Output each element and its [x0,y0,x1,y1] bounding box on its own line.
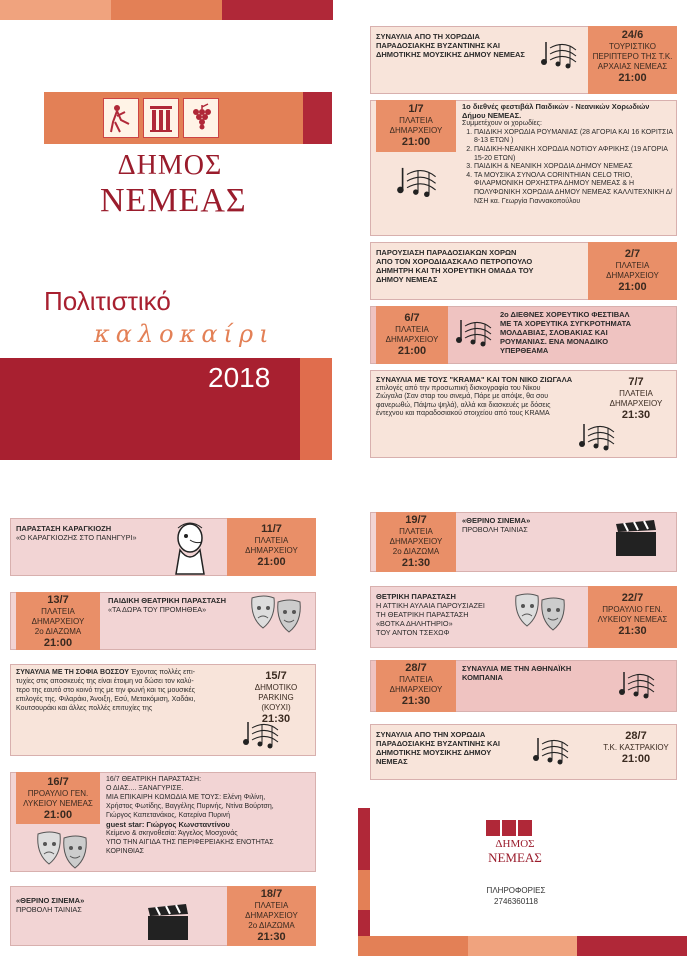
event-date-box-2-7: 2/7 ΠΛΑΤΕΙΑ ΔΗΜΑΡΧΕΙΟΥ 21:00 [588,242,677,300]
event-title-28-7-b: ΣΥΝΑΥΛΙΑ ΑΠΟ ΤΗΝ ΧΟΡΩΔΙΑ ΠΑΡΑΔΟΣΙΑΚΗΣ ΒΥΖΑΝΤΙΝΗΣ ΚΑΙ ΔΗΜΟΤΙΚΗΣ ΜΟΥΣΙΚΗΣ ΔΗΜΟΥ ΝΕΜΕΑΣ [376,730,500,766]
event-date-box-6-7: 6/7 ΠΛΑΤΕΙΑ ΔΗΜΑΡΧΕΙΟΥ 21:00 [376,306,448,364]
year-text: 2018 [208,362,271,393]
event-time: 21:00 [618,72,647,84]
music-notes-icon [242,716,282,750]
footer-municipality-line1: ΔΗΜΟΣ [495,838,535,850]
event-title-18-7: «ΘΕΡΙΝΟ ΣΙΝΕΜΑ» ΠΡΟΒΟΛΗ ΤΑΙΝΙΑΣ [16,896,85,914]
music-notes-icon [396,160,440,200]
event-title-13-7: ΠΑΙΔΙΚΗ ΘΕΑΤΡΙΚΗ ΠΑΡΑΣΤΑΣΗ «ΤΑ ΔΩΡΑ ΤΟΥ ΠΡΟΜΗΘΕΑ» [108,596,227,614]
left-side-bar-accent [358,870,370,910]
title-text: Πολιτιστικό [44,286,171,316]
municipality-name-line1: ΔΗΜΟΣ [117,150,223,181]
music-notes-icon [455,314,495,348]
event-date-box-1-7: 1/7 ΠΛΑΤΕΙΑ ΔΗΜΑΡΧΕΙΟΥ 21:00 [376,100,456,152]
event-date-box-13-7: 13/7 ΠΛΑΤΕΙΑ ΔΗΜΑΡΧΕΙΟΥ 2ο ΔΙΑΖΩΜΑ 21:00 [16,592,100,650]
event-date-box-15-7: 15/7 ΔΗΜΟΤΙΚΟ PARKING (ΚΟΥΧΙ) 21:30 [254,670,298,725]
event-date-box-24-6 [588,26,677,94]
theater-masks-icon [512,592,568,636]
event-desc-16-7: 16/7 ΘΕΑΤΡΙΚΗ ΠΑΡΑΣΤΑΣΗ: Ο ΔΙΑΣ.... ΞΑΝΑΓΥΡΙΣΕ. ΜΙΑ ΕΠΙΚΑΙΡΗ ΚΩΜΩΔΙΑ ΜΕ ΤΟΥΣ: Ελένη Φιλίνη, Χρήστος Φωτίδης, Βαγγέλης Πυρινής, Ντίνα Βούρτση, Γιώργος Καπετανάκος, Κατερίνα Πυρινή guest star: Γιώργος Κωνσταντίνου Κείμενο & σκηνοθεσία: Άγγελος Μοσχονάς ΥΠΟ ΤΗΝ ΑΙΓΙΔΑ ΤΗΣ ΠΕΡΙΦΕΡΕΙΑΚΗΣ ΕΝΟΤΗΤΑΣ ΚΟΡΙΝΘΙΑΣ [106,776,274,855]
event-date-box-22-7: 22/7 ΠΡΟΑΥΛΙΟ ΓΕΝ. ΛΥΚΕΙΟΥ ΝΕΜΕΑΣ 21:30 [588,586,677,648]
footer-logo [486,820,532,836]
temple-columns-icon [143,98,179,138]
event-title-6-7: 2ο ΔΙΕΘΝΕΣ ΧΟΡΕΥΤΙΚΟ ΦΕΣΤΙΒΑΛ ΜΕ ΤΑ ΧΟΡΕΥΤΙΚΑ ΣΥΓΚΡΟΤΗΜΑΤΑ ΜΟΛΔΑΒΙΑΣ, ΣΛΟΒΑΚΙΑΣ ΚΑΙ ΡΟΥΜΑΝΙΑΣ. ΕΝΑ ΜΟΝΑΔΙΚΟ ΥΠΕΡΘΕΑΜΑ [500,310,632,355]
music-notes-icon [578,418,618,452]
music-notes-icon [532,732,572,766]
footer-municipality-line2: ΝΕΜΕΑΣ [488,850,542,865]
event-date: 24/6 [621,29,644,41]
grapes-icon [183,98,219,138]
logo-tiles [103,98,219,138]
grapes-icon [518,820,532,836]
event-date-box-19-7: 19/7 ΠΛΑΤΕΙΑ ΔΗΜΑΡΧΕΙΟΥ 2ο ΔΙΑΖΩΜΑ 21:30 [376,512,456,572]
logo-banner-red [303,92,332,144]
event-date-box-7-7: 7/7 ΠΛΑΤΕΙΑ ΔΗΜΑΡΧΕΙΟΥ 21:30 [609,376,663,421]
event-date-box-28-7-a: 28/7 ΠΛΑΤΕΙΑ ΔΗΜΑΡΧΕΙΟΥ 21:30 [376,660,456,712]
event-title-11-7: ΠΑΡΑΣΤΑΣΗ ΚΑΡΑΓΚΙΟΖΗ «Ο ΚΑΡΑΓΚΙΟΖΗΣ ΣΤΟ ΠΑΝΗΓΥΡΙ» [16,524,137,542]
hercules-icon [486,820,500,836]
municipality-name-line2: ΝΕΜΕΑΣ [100,182,247,219]
event-place: ΤΟΥΡΙΣΤΙΚΟ [609,42,656,51]
event-desc-15-7: ΣΥΝΑΥΛΙΑ ΜΕ ΤΗ ΣΟΦΙΑ ΒΟΣΣΟΥ Έχοντας πολλές επι- τυχίες στις αποσκευές της είναι έτοιμη να δώσει τον καλύ- τερο της εαυτό στο κοινό της με την φωνή και τις μουσικές επιλογές της. Φιλαράκι, Άνοιξη, Εσύ, Μετακόμιση, Χαδάκι, Κουτσουράκι και άλλες πολλές επιτυχίες της [16,669,196,712]
clapperboard-icon [144,902,192,942]
event-date-box-18-7: 18/7 ΠΛΑΤΕΙΑ ΔΗΜΑΡΧΕΙΟΥ 2ο ΔΙΑΖΩΜΑ 21:30 [227,886,316,946]
phone-number: 2746360118 [494,897,538,906]
event-title-2-7: ΠΑΡΟΥΣΙΑΣΗ ΠΑΡΑΔΟΣΙΑΚΩΝ ΧΟΡΩΝ ΑΠΟ ΤΟΝ ΧΟΡΟΔΙΔΑΣΚΑΛΟ ΠΕΤΡΟΠΟΥΛΟ ΔΗΜΗΤΡΗ ΚΑΙ ΤΗ ΧΟΡΕΥΤΙΚΗ ΟΜΑΔΑ ΤΟΥ ΔΗΜΟΥ ΝΕΜΕΑΣ [376,248,534,284]
event-desc-7-7: ΣΥΝΑΥΛΙΑ ΜΕ ΤΟΥΣ "KRAMA" ΚΑΙ ΤΟΝ ΝΙΚΟ ΖΙΩΓΑΛΑ επιλογές από την προσωπική δισκογραφία του Νίκου Ζιώγαλα (Σαν σταρ του σινεμά, Πάρε με απόψε, θα σου φανερωθώ, Πάψτω ψηλά), αλλά και διασκευές με δόσεις έντεχνου και παραδοσιακού στοιχείου από τους KRAMA [376,375,573,418]
clapperboard-icon [612,518,660,558]
karagiozis-icon [166,520,214,576]
event-date-box-11-7: 11/7 ΠΛΑΤΕΙΑ ΔΗΜΑΡΧΕΙΟΥ 21:00 [227,518,316,576]
year-banner-accent [300,358,332,460]
music-notes-icon [540,36,580,70]
hercules-icon [103,98,139,138]
music-notes-icon [618,666,658,700]
event-title-28-7-a: ΣΥΝΑΥΛΙΑ ΜΕ ΤΗΝ ΑΘΗΝΑΪΚΗ ΚΟΜΠΑΝΙΑ [462,664,572,682]
event-desc-1-7: 1ο διεθνές φεστιβάλ Παιδικών - Νεανικών Χορωδιών Δήμου ΝΕΜΕΑΣ. Συμμετέχουν οι χορωδίες: 1. ΠΑΙΔΙΚΗ ΧΟΡΩΔΙΑ ΡΟΥΜΑΝΙΑΣ (28 ΑΓΟΡΙΑ ΚΑΙ 16 ΚΟΡΙΤΣΙΑ 8-13 ΕΤΩΝ ) 2. ΠΑΙΔΙΚΗ-ΝΕΑΝΙΚΗ ΧΟΡΩΔΙΑ ΝΟΤΙΟΥ ΑΦΡΙΚΗΣ (19 ΑΓΟΡΙΑ 15-20 ΕΤΩΝ) 3. ΠΑΙΔΙΚΗ & ΝΕΑΝΙΚΗ ΧΟΡΩΔΙΑ ΔΗΜΟΥ ΝΕΜΕΑΣ 4. ΤΑ ΜΟΥΣΙΚΑ ΣΥΝΟΛΑ CORINTHIAN CELO TRIO, ΦΙΛΑΡΜΟΝΙΚΗ ΟΡΧΗΣΤΡΑ ΔΗΜΟΥ ΝΕΜΕΑΣ & Η ΠΟΛΥΦΩΝΙΚΗ ΧΟΡΩΔΙΑ ΔΗΜΟΥ ΝΕΜΕΑΣ ΚΑΛΛΙΤΕΧΝΙΚΗ Δ/ΝΣΗ κα. Γεωργία Γιαννακοπούλου [462,103,674,206]
theater-masks-icon [248,594,304,638]
event-place: ΠΕΡΙΠΤΕΡΟ ΤΗΣ Τ.Κ. [592,52,673,61]
theater-masks-icon [34,830,90,874]
event-date-box-28-7-b: 28/7 Τ.Κ. ΚΑΣΤΡΑΚΙΟΥ 21:00 [603,730,669,765]
event-title-19-7: «ΘΕΡΙΝΟ ΣΙΝΕΜΑ» ΠΡΟΒΟΛΗ ΤΑΙΝΙΑΣ [462,516,531,534]
bottom-right-strip [358,936,687,956]
event-title-24-6: ΣΥΝΑΥΛΙΑ ΑΠΟ ΤΗ ΧΟΡΩΔΙΑ ΠΑΡΑΔΟΣΙΑΚΗΣ ΒΥΖΑΝΤΙΝΗΣ ΚΑΙ ΔΗΜΟΤΙΚΗΣ ΜΟΥΣΙΚΗΣ ΔΗΜΟΥ ΝΕΜΕΑΣ [376,32,525,59]
temple-columns-icon [502,820,516,836]
top-left-strip [0,0,333,20]
info-label: ΠΛΗΡΟΦΟΡΙΕΣ [486,886,546,895]
subtitle-text: καλοκαίρι [94,320,275,348]
event-place: ΑΡΧΑΙΑΣ ΝΕΜΕΑΣ [597,62,668,71]
event-title-22-7: ΘΕΤΡΙΚΗ ΠΑΡΑΣΤΑΣΗ Η ΑΤΤΙΚΗ ΑΥΛΑΙΑ ΠΑΡΟΥΣΙΑΖΕΙ ΤΗ ΘΕΑΤΡΙΚΗ ΠΑΡΑΣΤΑΣΗ «ΒΟΤΚΑ ΔΗΛΗΤΗΡΙΟ» ΤΟΥ ΑΝΤΟΝ ΤΣΕΧΩΦ [376,592,485,637]
event-date-box-16-7: 16/7 ΠΡΟΑΥΛΙΟ ΓΕΝ. ΛΥΚΕΙΟΥ ΝΕΜΕΑΣ 21:00 [16,772,100,824]
